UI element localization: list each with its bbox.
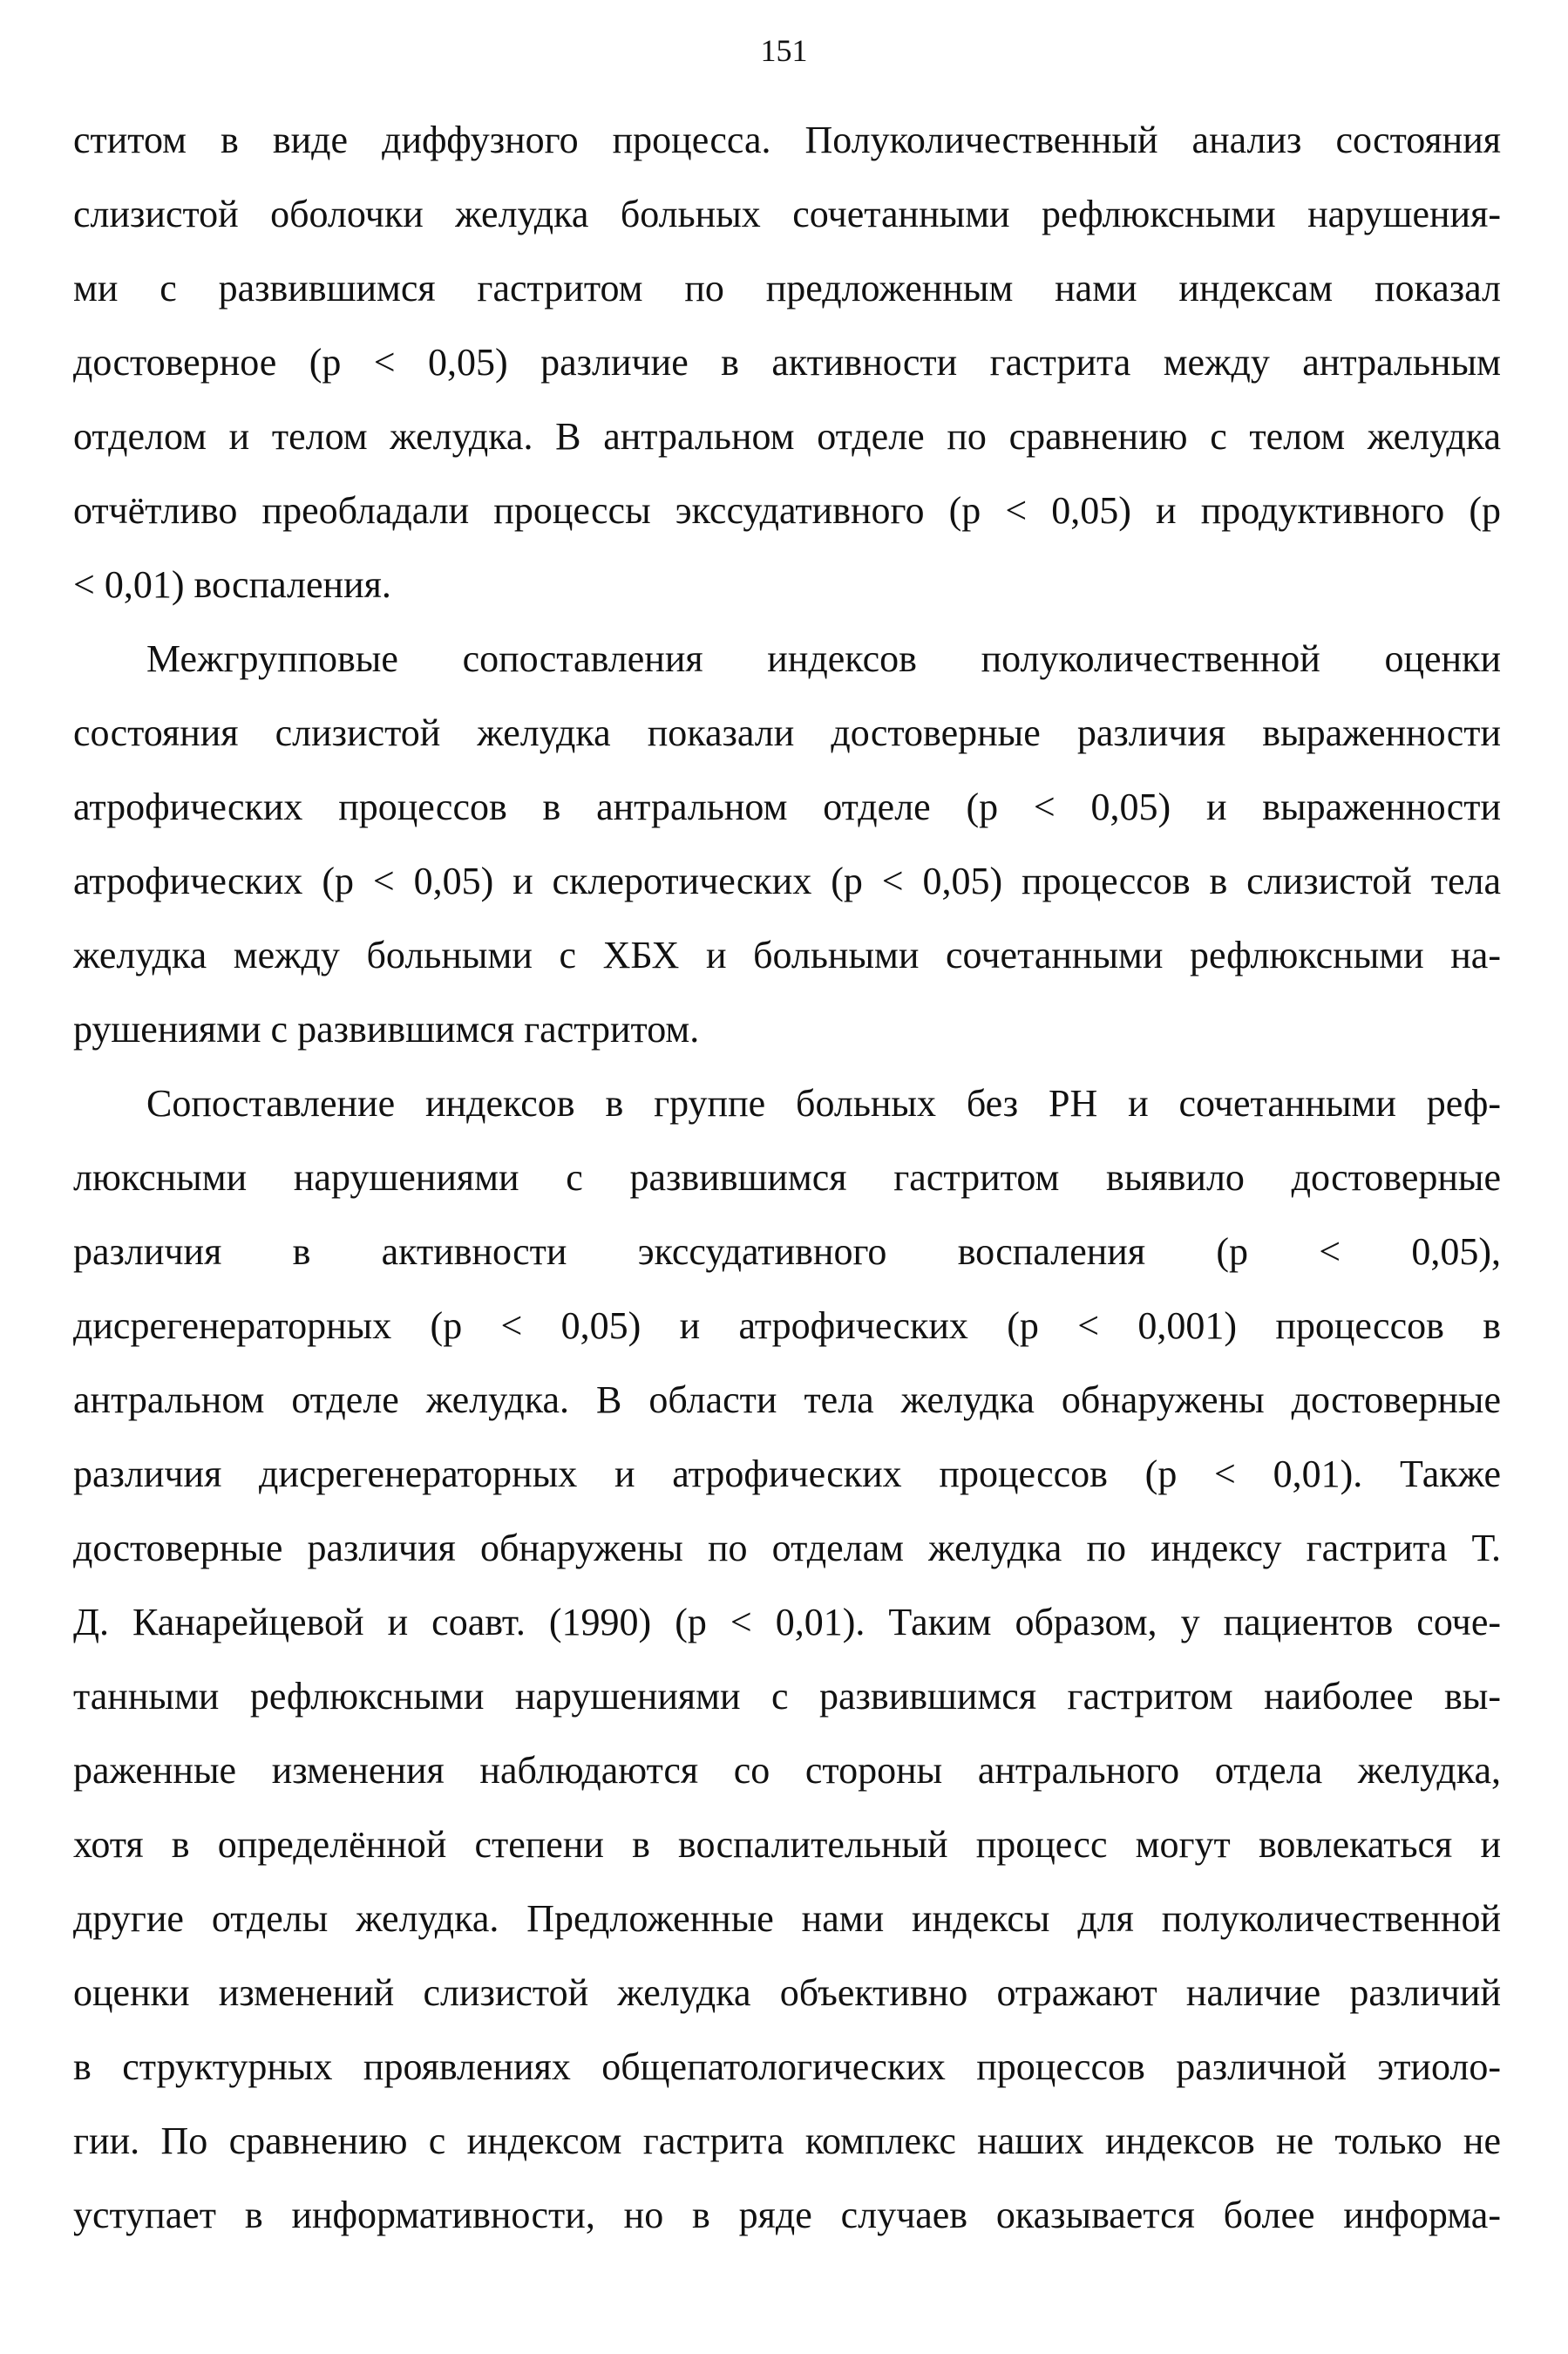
text-line: рушениями с развившимся гастритом.: [73, 1008, 700, 1051]
text-line: достоверные различия обнаружены по отделам желудка по индексу гастрита Т.: [73, 1527, 1501, 1569]
text-line: отчётливо преобладали процессы экссудативного (р < 0,05) и продуктивного (р: [73, 489, 1501, 532]
text-line: хотя в определённой степени в воспалительный процесс могут вовлекаться и: [73, 1823, 1501, 1866]
text-line: раженные изменения наблюдаются со стороны антрального отдела желудка,: [73, 1749, 1501, 1792]
text-line: гии. По сравнению с индексом гастрита комплекс наших индексов не только не: [73, 2119, 1501, 2162]
text-line: различия дисрегенераторных и атрофических процессов (р < 0,01). Также: [73, 1453, 1501, 1495]
text-line: танными рефлюксными нарушениями с развившимся гастритом наиболее вы-: [73, 1675, 1501, 1718]
text-line: атрофических процессов в антральном отделе (р < 0,05) и выраженности: [73, 786, 1501, 828]
text-line: различия в активности экссудативного воспаления (р < 0,05),: [73, 1230, 1501, 1273]
text-line: антральном отделе желудка. В области тела желудка обнаружены достоверные: [73, 1378, 1501, 1421]
text-line: оценки изменений слизистой желудка объективно отражают наличие различий: [73, 1971, 1501, 2014]
text-line: уступает в информативности, но в ряде случаев оказывается более информа-: [73, 2194, 1501, 2236]
paragraph-2: [73, 622, 1501, 1066]
text-line: < 0,01) воспаления.: [73, 563, 391, 606]
text-line: состояния слизистой желудка показали достоверные различия выраженности: [73, 711, 1501, 754]
text-line: дисрегенераторных (р < 0,05) и атрофических (р < 0,001) процессов в: [73, 1304, 1501, 1347]
text-line: ститом в виде диффузного процесса. Полуколичественный анализ состояния: [73, 119, 1501, 161]
text-line: другие отделы желудка. Предложенные нами индексы для полуколичественной: [73, 1897, 1501, 1940]
text-line: в структурных проявлениях общепатологических процессов различной этиоло-: [73, 2045, 1501, 2088]
document-body: [73, 103, 1501, 2252]
paragraph-3: [73, 1066, 1501, 2252]
text-line: Сопоставление индексов в группе больных без РН и сочетанными реф-: [146, 1082, 1501, 1125]
text-line: слизистой оболочки желудка больных сочетанными рефлюксными нарушения-: [73, 193, 1501, 235]
text-line: люксными нарушениями с развившимся гастритом выявило достоверные: [73, 1156, 1501, 1199]
text-line: желудка между больными с ХБХ и больными сочетанными рефлюксными на-: [73, 934, 1501, 976]
text-line: Д. Канарейцевой и соавт. (1990) (р < 0,01). Таким образом, у пациентов соче-: [73, 1601, 1501, 1643]
text-line: отделом и телом желудка. В антральном отделе по сравнению с телом желудка: [73, 415, 1501, 458]
text-line: атрофических (р < 0,05) и склеротических (р < 0,05) процессов в слизистой тела: [73, 860, 1501, 902]
text-line: ми с развившимся гастритом по предложенным нами индексам показал: [73, 267, 1501, 310]
text-line: Межгрупповые сопоставления индексов полуколичественной оценки: [146, 637, 1501, 680]
paragraph-1: [73, 103, 1501, 622]
text-line: достоверное (р < 0,05) различие в активности гастрита между антральным: [73, 341, 1501, 384]
page-number: 151: [760, 33, 808, 68]
